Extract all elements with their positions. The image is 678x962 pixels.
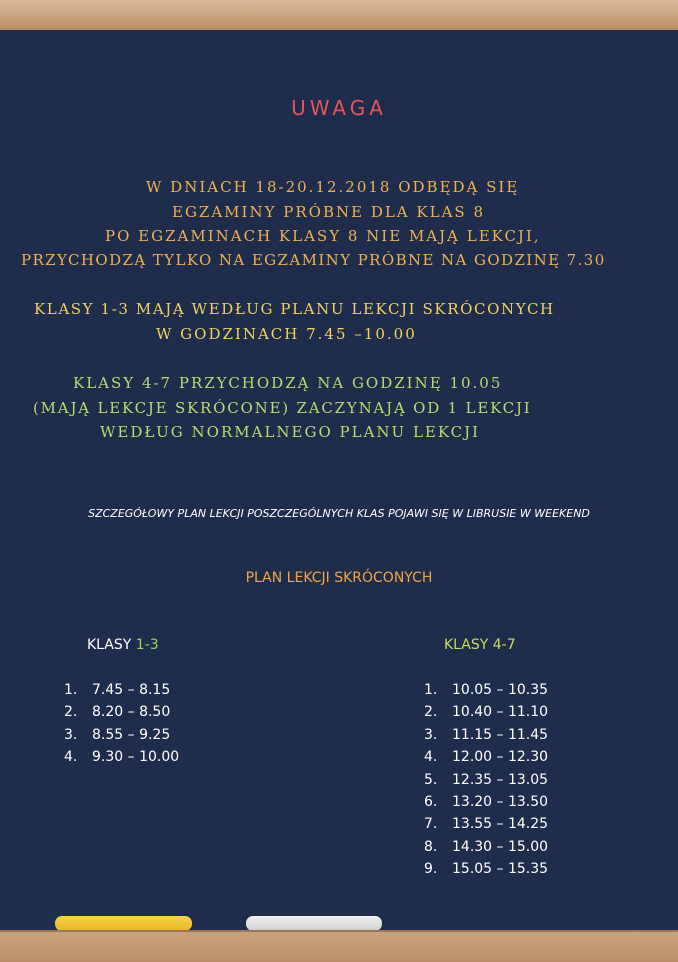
grades-1-3-line-2: W GODZINACH 7.45 –10.00 — [156, 325, 417, 343]
board-frame-top — [0, 0, 678, 32]
grades-4-7-line-1: KLASY 4-7 PRZYCHODZĄ NA GODZINĘ 10.05 — [73, 374, 503, 392]
item-time: 10.05 – 10.35 — [452, 682, 549, 698]
chalkboard — [0, 30, 678, 930]
item-number: 2. — [424, 704, 438, 721]
list-item — [424, 746, 548, 768]
notice-line-4: PRZYCHODZĄ TYLKO NA EGZAMINY PRÓBNE NA GODZINĘ 7.30 — [21, 251, 606, 269]
list-item — [64, 679, 179, 701]
notice-line-1: W DNIACH 18-20.12.2018 ODBĘDĄ SIĘ — [146, 178, 520, 196]
item-number: 5. — [424, 771, 438, 788]
list-item — [64, 746, 179, 768]
item-number: 8. — [424, 838, 438, 855]
notice-line-3: PO EGZAMINACH KLASY 8 NIE MAJĄ LEKCJI, — [105, 227, 541, 245]
librus-note: SZCZEGÓŁOWY PLAN LEKCJI POSZCZEGÓLNYCH KLAS POJAWI SIĘ W LIBRUSIE W WEEKEND — [88, 507, 590, 520]
item-time: 9.30 – 10.00 — [92, 749, 180, 766]
list-item — [64, 701, 179, 723]
item-time: 13.55 – 14.25 — [452, 816, 549, 833]
column-heading-grades-1-3 — [87, 637, 159, 653]
item-number: 1. — [64, 682, 78, 698]
grades-4-7-line-3: WEDŁUG NORMALNEGO PLANU LEKCJI — [100, 423, 481, 441]
item-time: 8.55 – 9.25 — [92, 726, 171, 743]
grades-4-7-line-2: (MAJĄ LEKCJE SKRÓCONE) ZACZYNAJĄ OD 1 LEKCJI — [33, 399, 532, 417]
item-time: 8.20 – 8.50 — [92, 704, 171, 721]
item-time: 11.15 – 11.45 — [452, 726, 549, 743]
list-item — [424, 724, 548, 746]
list-item — [424, 813, 548, 835]
item-number: 3. — [424, 726, 438, 743]
item-number: 2. — [64, 704, 78, 721]
list-item — [424, 791, 548, 813]
item-number: 7. — [424, 816, 438, 833]
item-number: 6. — [424, 793, 438, 810]
grades-1-3-line-1: KLASY 1-3 MAJĄ WEDŁUG PLANU LEKCJI SKRÓCONYCH — [34, 300, 555, 318]
list-item — [64, 724, 179, 746]
item-number: 1. — [424, 682, 438, 698]
column-heading-range: 1-3 — [135, 637, 159, 653]
yellow-chalk — [55, 916, 192, 931]
board-frame-bottom — [0, 930, 678, 962]
list-item — [424, 679, 548, 701]
list-item — [424, 836, 548, 858]
column-heading-prefix: KLASY — [87, 637, 136, 653]
schedule-title: PLAN LEKCJI SKRÓCONYCH — [245, 570, 433, 586]
item-number: 3. — [64, 726, 78, 743]
item-time: 7.45 – 8.15 — [92, 682, 171, 698]
item-number: 4. — [64, 749, 78, 766]
item-time: 13.20 – 13.50 — [452, 793, 549, 810]
schedule-list-grades-1-3 — [64, 679, 179, 769]
item-time: 12.00 – 12.30 — [452, 749, 549, 766]
item-time: 14.30 – 15.00 — [452, 838, 549, 855]
notice-line-2: EGZAMINY PRÓBNE DLA KLAS 8 — [172, 203, 485, 221]
item-time: 10.40 – 11.10 — [452, 704, 549, 721]
list-item — [424, 701, 548, 723]
item-number: 9. — [424, 861, 438, 878]
column-heading-grades-4-7: KLASY 4-7 — [444, 637, 516, 653]
page-title: UWAGA — [291, 96, 387, 120]
item-number: 4. — [424, 749, 438, 766]
item-time: 15.05 – 15.35 — [452, 861, 549, 878]
list-item — [424, 769, 548, 791]
schedule-list-grades-4-7 — [424, 679, 548, 881]
item-time: 12.35 – 13.05 — [452, 771, 549, 788]
list-item — [424, 858, 548, 880]
white-chalk — [246, 916, 382, 931]
